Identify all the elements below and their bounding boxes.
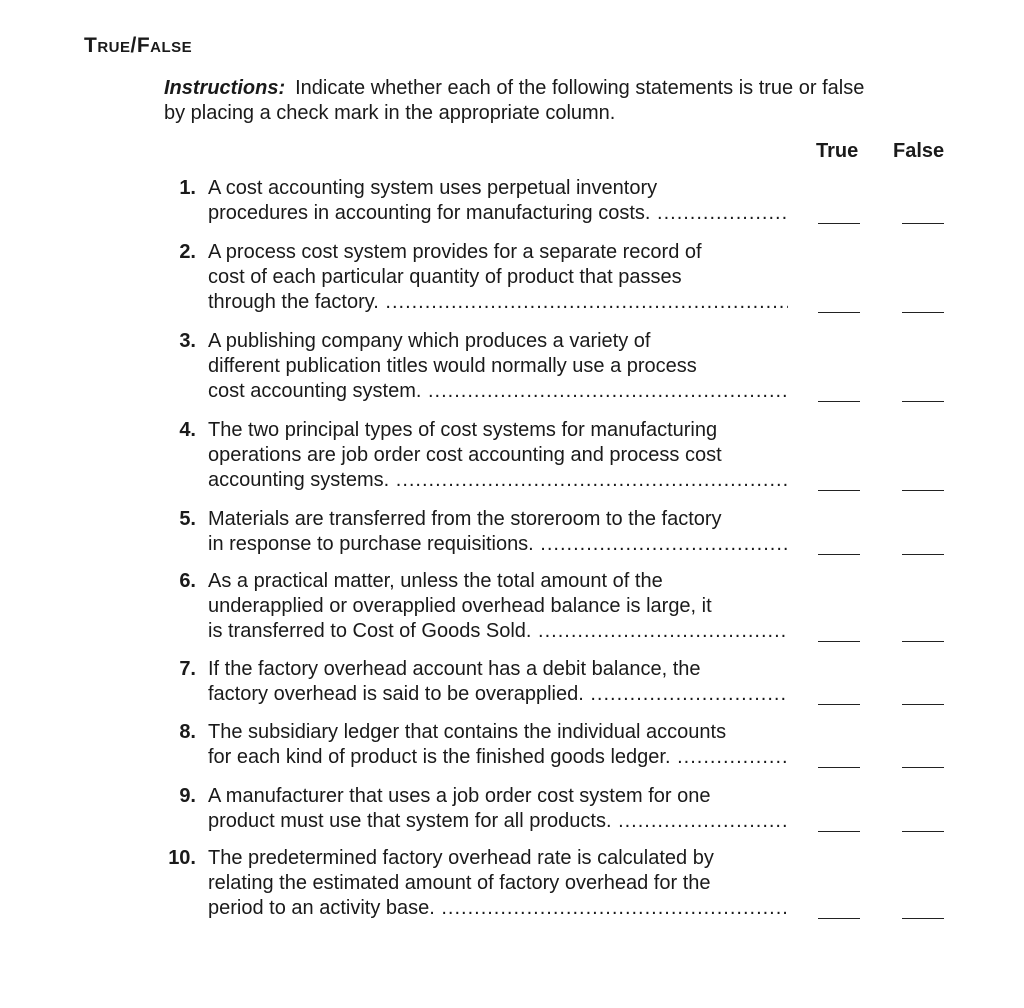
question-text-line: Materials are transferred from the storeroom to the factory <box>208 508 722 530</box>
question-text <box>208 418 788 493</box>
question-text-line: product must use that system for all products. ..... <box>208 809 788 834</box>
true-answer-blank[interactable] <box>818 490 860 491</box>
question-text-line: A manufacturer that uses a job order cost system for one <box>208 785 711 807</box>
column-header-false: False <box>893 140 945 162</box>
true-answer-blank[interactable] <box>818 704 860 705</box>
question-text <box>208 720 788 770</box>
question-text <box>208 569 788 644</box>
question-number: 7. <box>179 658 196 680</box>
false-answer-blank[interactable] <box>902 918 944 919</box>
question-text <box>208 507 788 557</box>
question-text-line: is transferred to Cost of Goods Sold. ..... <box>208 619 788 644</box>
true-answer-blank[interactable] <box>818 312 860 313</box>
question-number: 1. <box>179 177 196 199</box>
question-text-line: procedures in accounting for manufacturing costs. ..... <box>208 201 788 226</box>
question-text-line: operations are job order cost accounting and process cost <box>208 444 722 466</box>
instructions-line-1: Indicate whether each of the following statements is true or false <box>295 77 865 99</box>
true-answer-blank[interactable] <box>818 554 860 555</box>
question-number: 5. <box>179 508 196 530</box>
question-text <box>208 657 788 707</box>
true-answer-blank[interactable] <box>818 223 860 224</box>
question-number: 6. <box>179 570 196 592</box>
question-text-line: relating the estimated amount of factory overhead for the <box>208 872 711 894</box>
question-text-line: for each kind of product is the finished goods ledger. ..... <box>208 745 788 770</box>
question-text-line: cost accounting system. ..... <box>208 379 788 404</box>
question-number: 10. <box>168 847 196 869</box>
question-number: 2. <box>179 241 196 263</box>
question-text <box>208 329 788 404</box>
question-text-line: period to an activity base. ..... <box>208 896 788 921</box>
question-text-line: If the factory overhead account has a debit balance, the <box>208 658 701 680</box>
true-answer-blank[interactable] <box>818 401 860 402</box>
question-text-line: The subsidiary ledger that contains the individual accounts <box>208 721 727 743</box>
false-answer-blank[interactable] <box>902 641 944 642</box>
question-text-line: The two principal types of cost systems for manufacturing <box>208 419 718 441</box>
false-answer-blank[interactable] <box>902 223 944 224</box>
question-number: 4. <box>179 419 196 441</box>
question-text-line: through the factory. ..... <box>208 290 788 315</box>
instructions-line-2: by placing a check mark in the appropriate column. <box>164 102 616 124</box>
true-answer-blank[interactable] <box>818 641 860 642</box>
question-text-line: The predetermined factory overhead rate is calculated by <box>208 847 714 869</box>
question-text-line: A process cost system provides for a separate record of <box>208 241 702 263</box>
question-text <box>208 240 788 315</box>
false-answer-blank[interactable] <box>902 704 944 705</box>
instructions <box>164 76 964 126</box>
question-text-line: As a practical matter, unless the total amount of the <box>208 570 663 592</box>
question-text <box>208 846 788 921</box>
true-answer-blank[interactable] <box>818 767 860 768</box>
true-answer-blank[interactable] <box>818 831 860 832</box>
question-text-line: accounting systems. ..... <box>208 468 788 493</box>
instructions-lead: Instructions: <box>164 77 286 99</box>
question-number: 3. <box>179 330 196 352</box>
true-answer-blank[interactable] <box>818 918 860 919</box>
question-text-line: factory overhead is said to be overapplied. ..... <box>208 682 788 707</box>
section-title: True/False <box>84 34 193 57</box>
question-text-line: in response to purchase requisitions. ..... <box>208 532 788 557</box>
question-number: 8. <box>179 721 196 743</box>
false-answer-blank[interactable] <box>902 767 944 768</box>
question-text <box>208 784 788 834</box>
false-answer-blank[interactable] <box>902 312 944 313</box>
question-text-line: different publication titles would normally use a process <box>208 355 697 377</box>
column-header-true: True <box>816 140 859 162</box>
question-text <box>208 176 788 226</box>
question-text-line: underapplied or overapplied overhead balance is large, it <box>208 595 712 617</box>
question-number: 9. <box>179 785 196 807</box>
false-answer-blank[interactable] <box>902 490 944 491</box>
false-answer-blank[interactable] <box>902 831 944 832</box>
false-answer-blank[interactable] <box>902 401 944 402</box>
question-text-line: cost of each particular quantity of product that passes <box>208 266 682 288</box>
question-text-line: A publishing company which produces a variety of <box>208 330 651 352</box>
false-answer-blank[interactable] <box>902 554 944 555</box>
question-text-line: A cost accounting system uses perpetual inventory <box>208 177 658 199</box>
